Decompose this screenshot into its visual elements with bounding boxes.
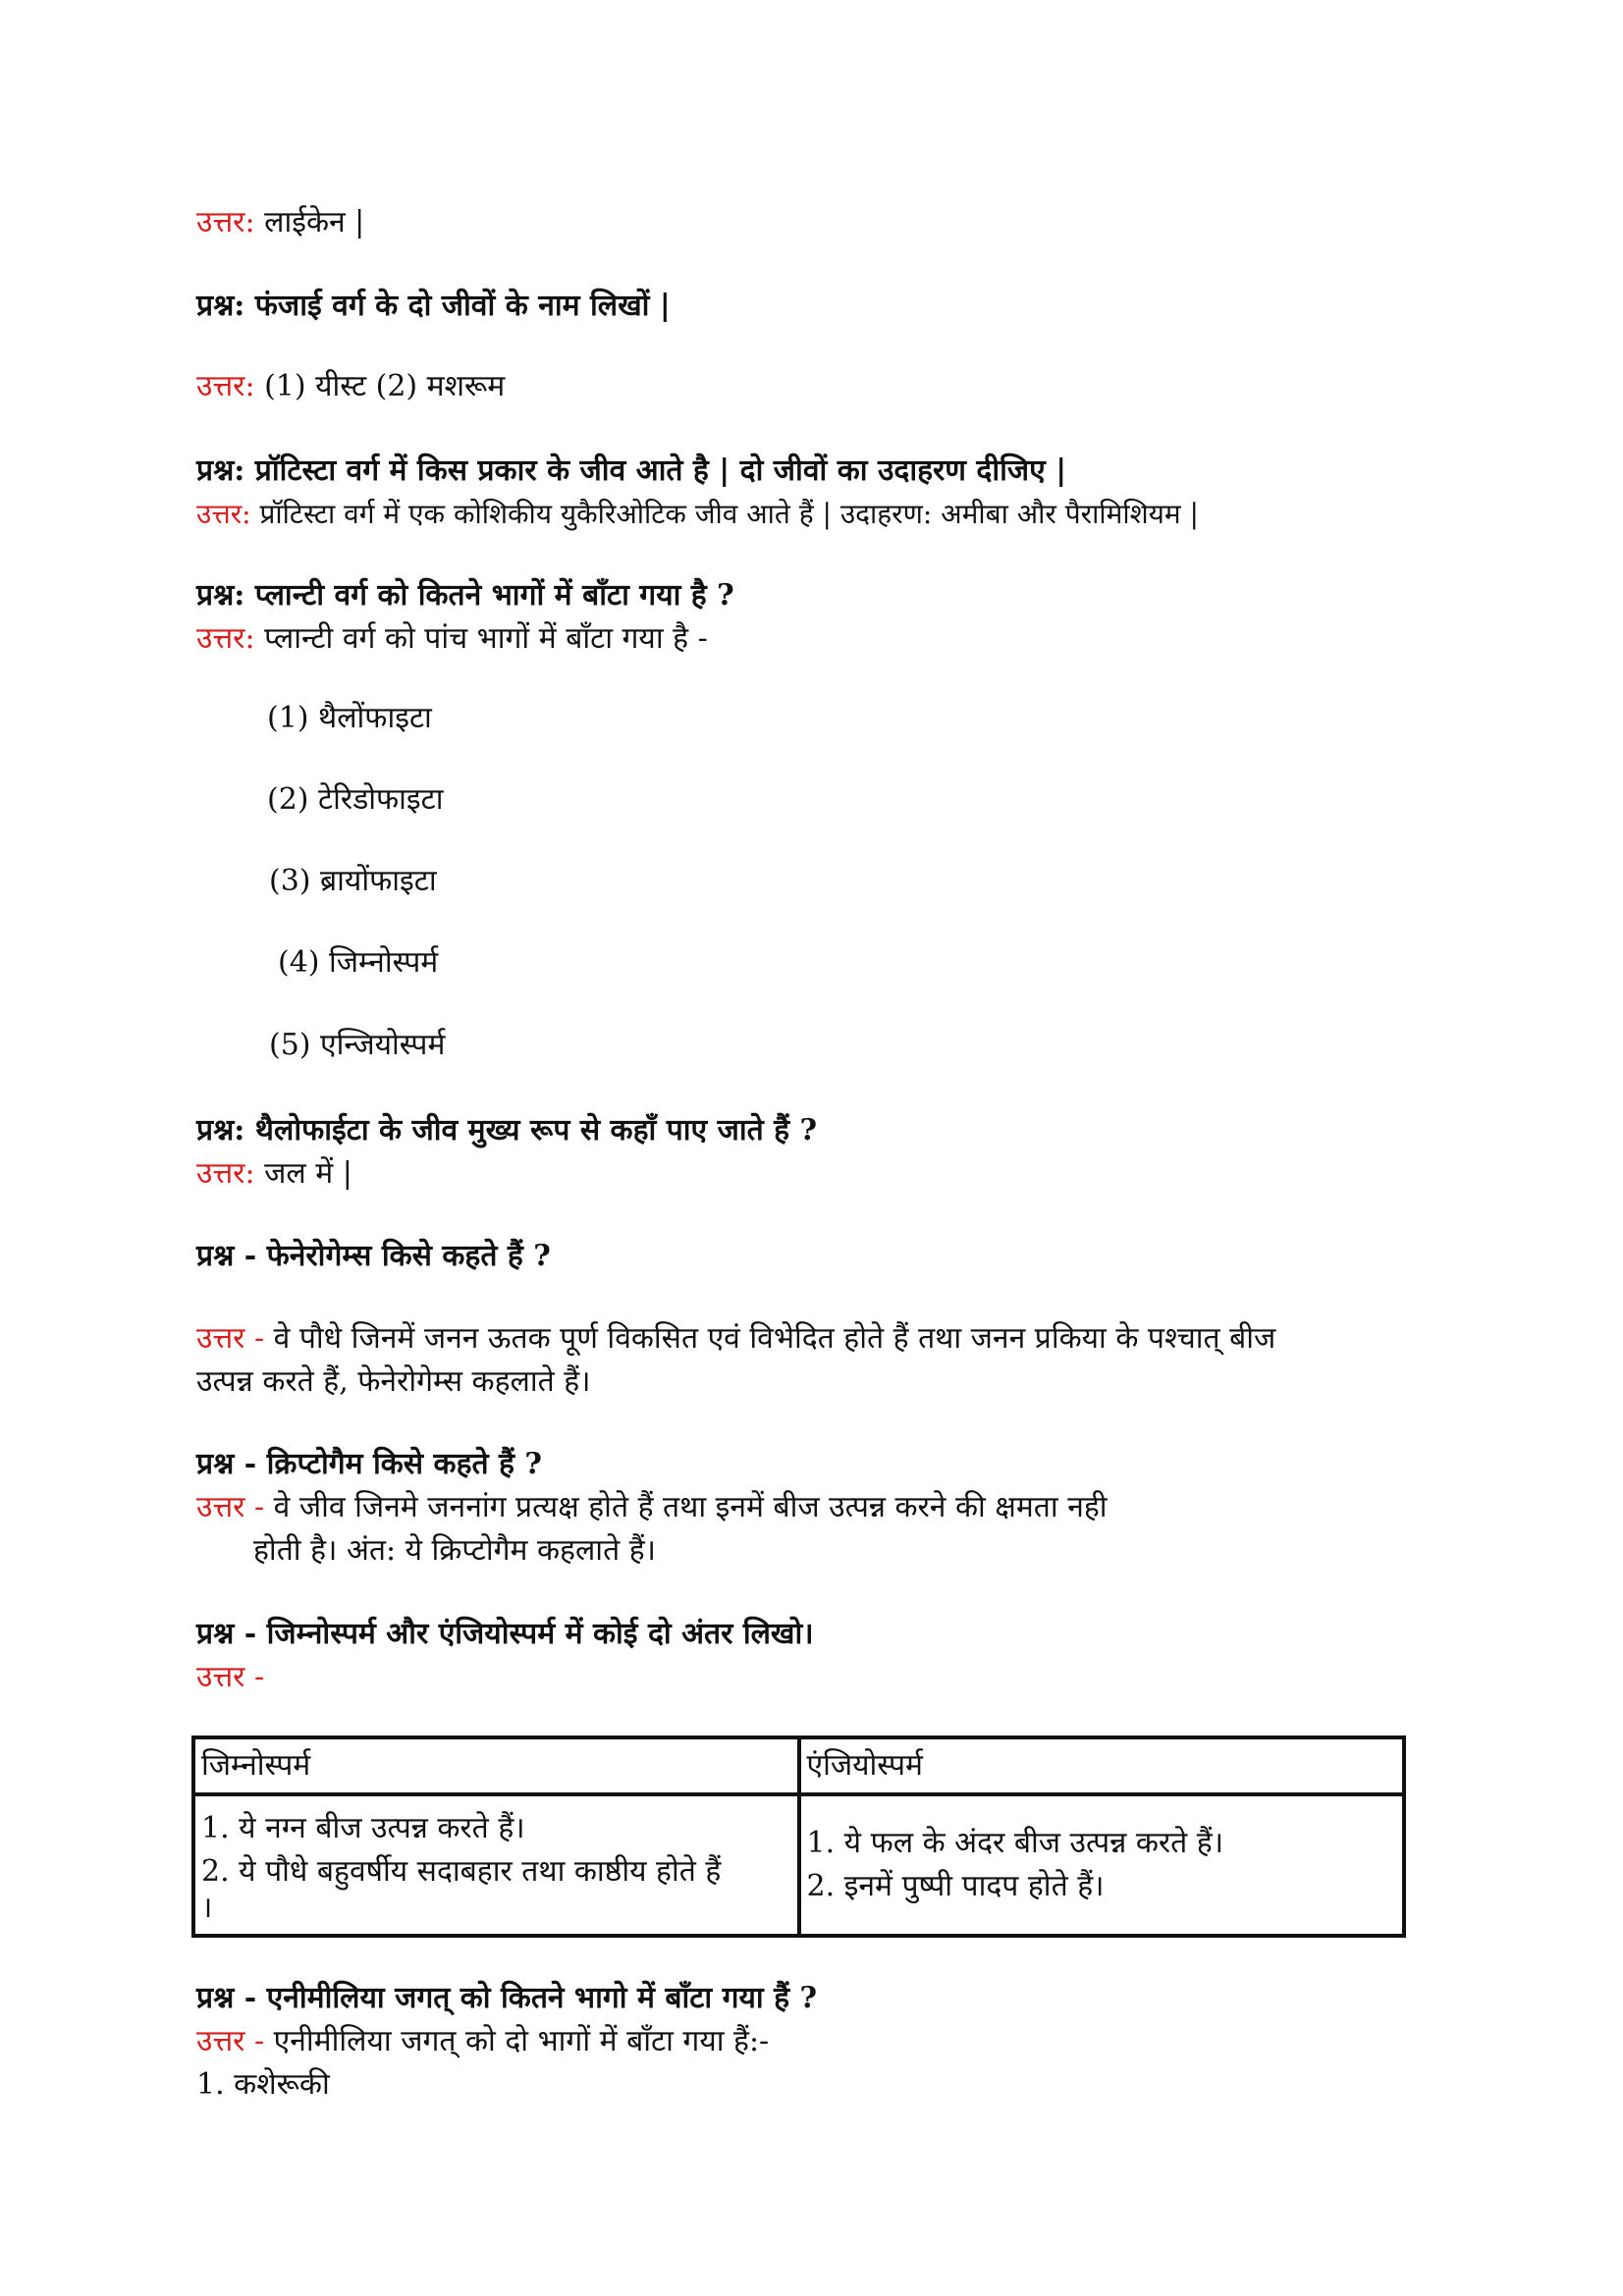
question-text: प्रॉटिस्टा वर्ग में किस प्रकार के जीव आते है | दो जीवों का उदाहरण दीजिए | — [244, 454, 1067, 488]
comparison-table — [191, 1735, 1406, 1938]
answer-plantae — [196, 617, 708, 661]
question-text: प्लान्टी वर्ग को कितने भागों में बाँटा गया है ? — [244, 578, 734, 613]
cell-line: 1. ये नग्न बीज उत्पन्न करते हैं। — [201, 1811, 525, 1845]
list-item-vertebrates: 1. कशेरूकी — [196, 2067, 330, 2102]
question-fungi — [196, 285, 671, 328]
answer-cryptogams-line-2: होती है। अंत: ये क्रिप्टोगैम कहलाते हैं। — [253, 1533, 657, 1568]
question-gymno-angio — [196, 1613, 814, 1656]
table-header-gymnosperm: जिम्नोस्पर्म — [193, 1737, 799, 1794]
question-text: जिम्नोस्पर्म और एंजियोस्पर्म में कोई दो अंतर लिखो। — [256, 1617, 814, 1651]
question-text: एनीमीलिया जगत् को कितने भागो में बाँटा गया हैं ? — [256, 1981, 818, 2015]
answer-label: उत्तर - — [196, 2024, 265, 2058]
answer-text: लाईकेन | — [254, 205, 365, 240]
question-label: प्रश्न: — [196, 454, 245, 488]
answer-label: उत्तर: — [196, 369, 255, 403]
question-text: फंजाई वर्ग के दो जीवों के नाम लिखों | — [244, 289, 671, 323]
question-thallophyta — [196, 1109, 817, 1152]
cell-line: 1. ये फल के अंदर बीज उत्पन्न करते हैं। — [806, 1826, 1224, 1860]
question-label: प्रश्न: — [196, 578, 245, 613]
answer-label: उत्तर - — [196, 1660, 265, 1694]
answer-text: प्रॉटिस्टा वर्ग में एक कोशिकीय युकैरिओटिक जीव आते हैं | उदाहरण: अमीबा और पैरामिशियम | — [250, 498, 1199, 530]
answer-animalia — [196, 2020, 769, 2063]
list-item-option-3: (3) ब्रायोंफाइटा — [269, 864, 437, 898]
answer-fungi — [196, 365, 505, 408]
answer-text: वे पौधे जिनमें जनन ऊतक पूर्ण विकसित एवं विभेदित होते हैं तथा जनन प्रकिया के पश्चात् बीज — [264, 1321, 1276, 1356]
table-header-angiosperm: एंजियोस्पर्म — [799, 1737, 1405, 1794]
list-item-option-1: (1) थैलोंफाइटा — [267, 701, 432, 735]
cell-line: 2. ये पौधे बहुवर्षीय सदाबहार तथा काष्ठीय होते हैं — [201, 1854, 722, 1889]
answer-label: उत्तर - — [196, 1490, 265, 1524]
question-label: प्रश्न - — [196, 1239, 257, 1273]
question-text: थैलोफाईटा के जीव मुख्य रूप से कहाँ पाए जाते हैं ? — [244, 1113, 818, 1148]
answer-label: उत्तर: — [196, 1156, 255, 1191]
answer-protista — [196, 493, 1199, 536]
table-cell-angiosperm — [799, 1794, 1405, 1936]
table-header-row — [193, 1737, 1404, 1794]
list-item-option-5: (5) एन्जियोस्पर्म — [269, 1028, 446, 1062]
question-text: फेनेरोगेम्स किसे कहते हैं ? — [256, 1239, 551, 1273]
question-label: प्रश्न - — [196, 1981, 257, 2015]
answer-gymno-angio — [196, 1656, 264, 1699]
question-protista — [196, 450, 1066, 493]
question-label: प्रश्न - — [196, 1617, 257, 1651]
answer-label: उत्तर: — [196, 621, 255, 656]
answer-text: वे जीव जिनमे जननांग प्रत्यक्ष होते हैं तथा इनमें बीज उत्पन्न करने की क्षमता नही — [264, 1490, 1108, 1524]
question-text: क्रिप्टोगैम किसे कहते हैं ? — [256, 1447, 542, 1481]
answer-lichen — [196, 201, 364, 244]
answer-label: उत्तर - — [196, 1321, 265, 1356]
question-cryptogams — [196, 1443, 542, 1486]
answer-text: (1) यीस्ट (2) मशरूम — [254, 369, 506, 403]
list-item-option-4: (4) जिम्नोस्पर्म — [278, 945, 439, 980]
question-animalia — [196, 1977, 817, 2020]
answer-text: जल में | — [254, 1156, 352, 1191]
answer-phanerogams-line-2: उत्पन्न करते हैं, फेनेरोगेम्स कहलाते हैं। — [196, 1364, 591, 1399]
question-plantae — [196, 574, 734, 617]
question-label: प्रश्न - — [196, 1447, 257, 1481]
table-row — [193, 1794, 1404, 1936]
question-label: प्रश्न: — [196, 289, 245, 323]
question-phanerogams — [196, 1235, 551, 1278]
table-cell-gymnosperm — [193, 1794, 799, 1936]
answer-text: एनीमीलिया जगत् को दो भागों में बाँटा गया हैं:- — [264, 2024, 770, 2058]
answer-label: उत्तर: — [196, 498, 251, 530]
list-item-option-2: (2) टेरिडोफाइटा — [267, 782, 444, 817]
answer-phanerogams-line-1 — [196, 1317, 1275, 1361]
cell-line: । — [201, 1891, 213, 1925]
answer-text: प्लान्टी वर्ग को पांच भागों में बाँटा गया है - — [254, 621, 708, 656]
answer-label: उत्तर: — [196, 205, 255, 240]
answer-cryptogams-line-1 — [196, 1486, 1108, 1529]
cell-line: 2. इनमें पुष्पी पादप होते हैं। — [806, 1869, 1105, 1903]
answer-thallophyta — [196, 1152, 352, 1196]
question-label: प्रश्न: — [196, 1113, 245, 1148]
